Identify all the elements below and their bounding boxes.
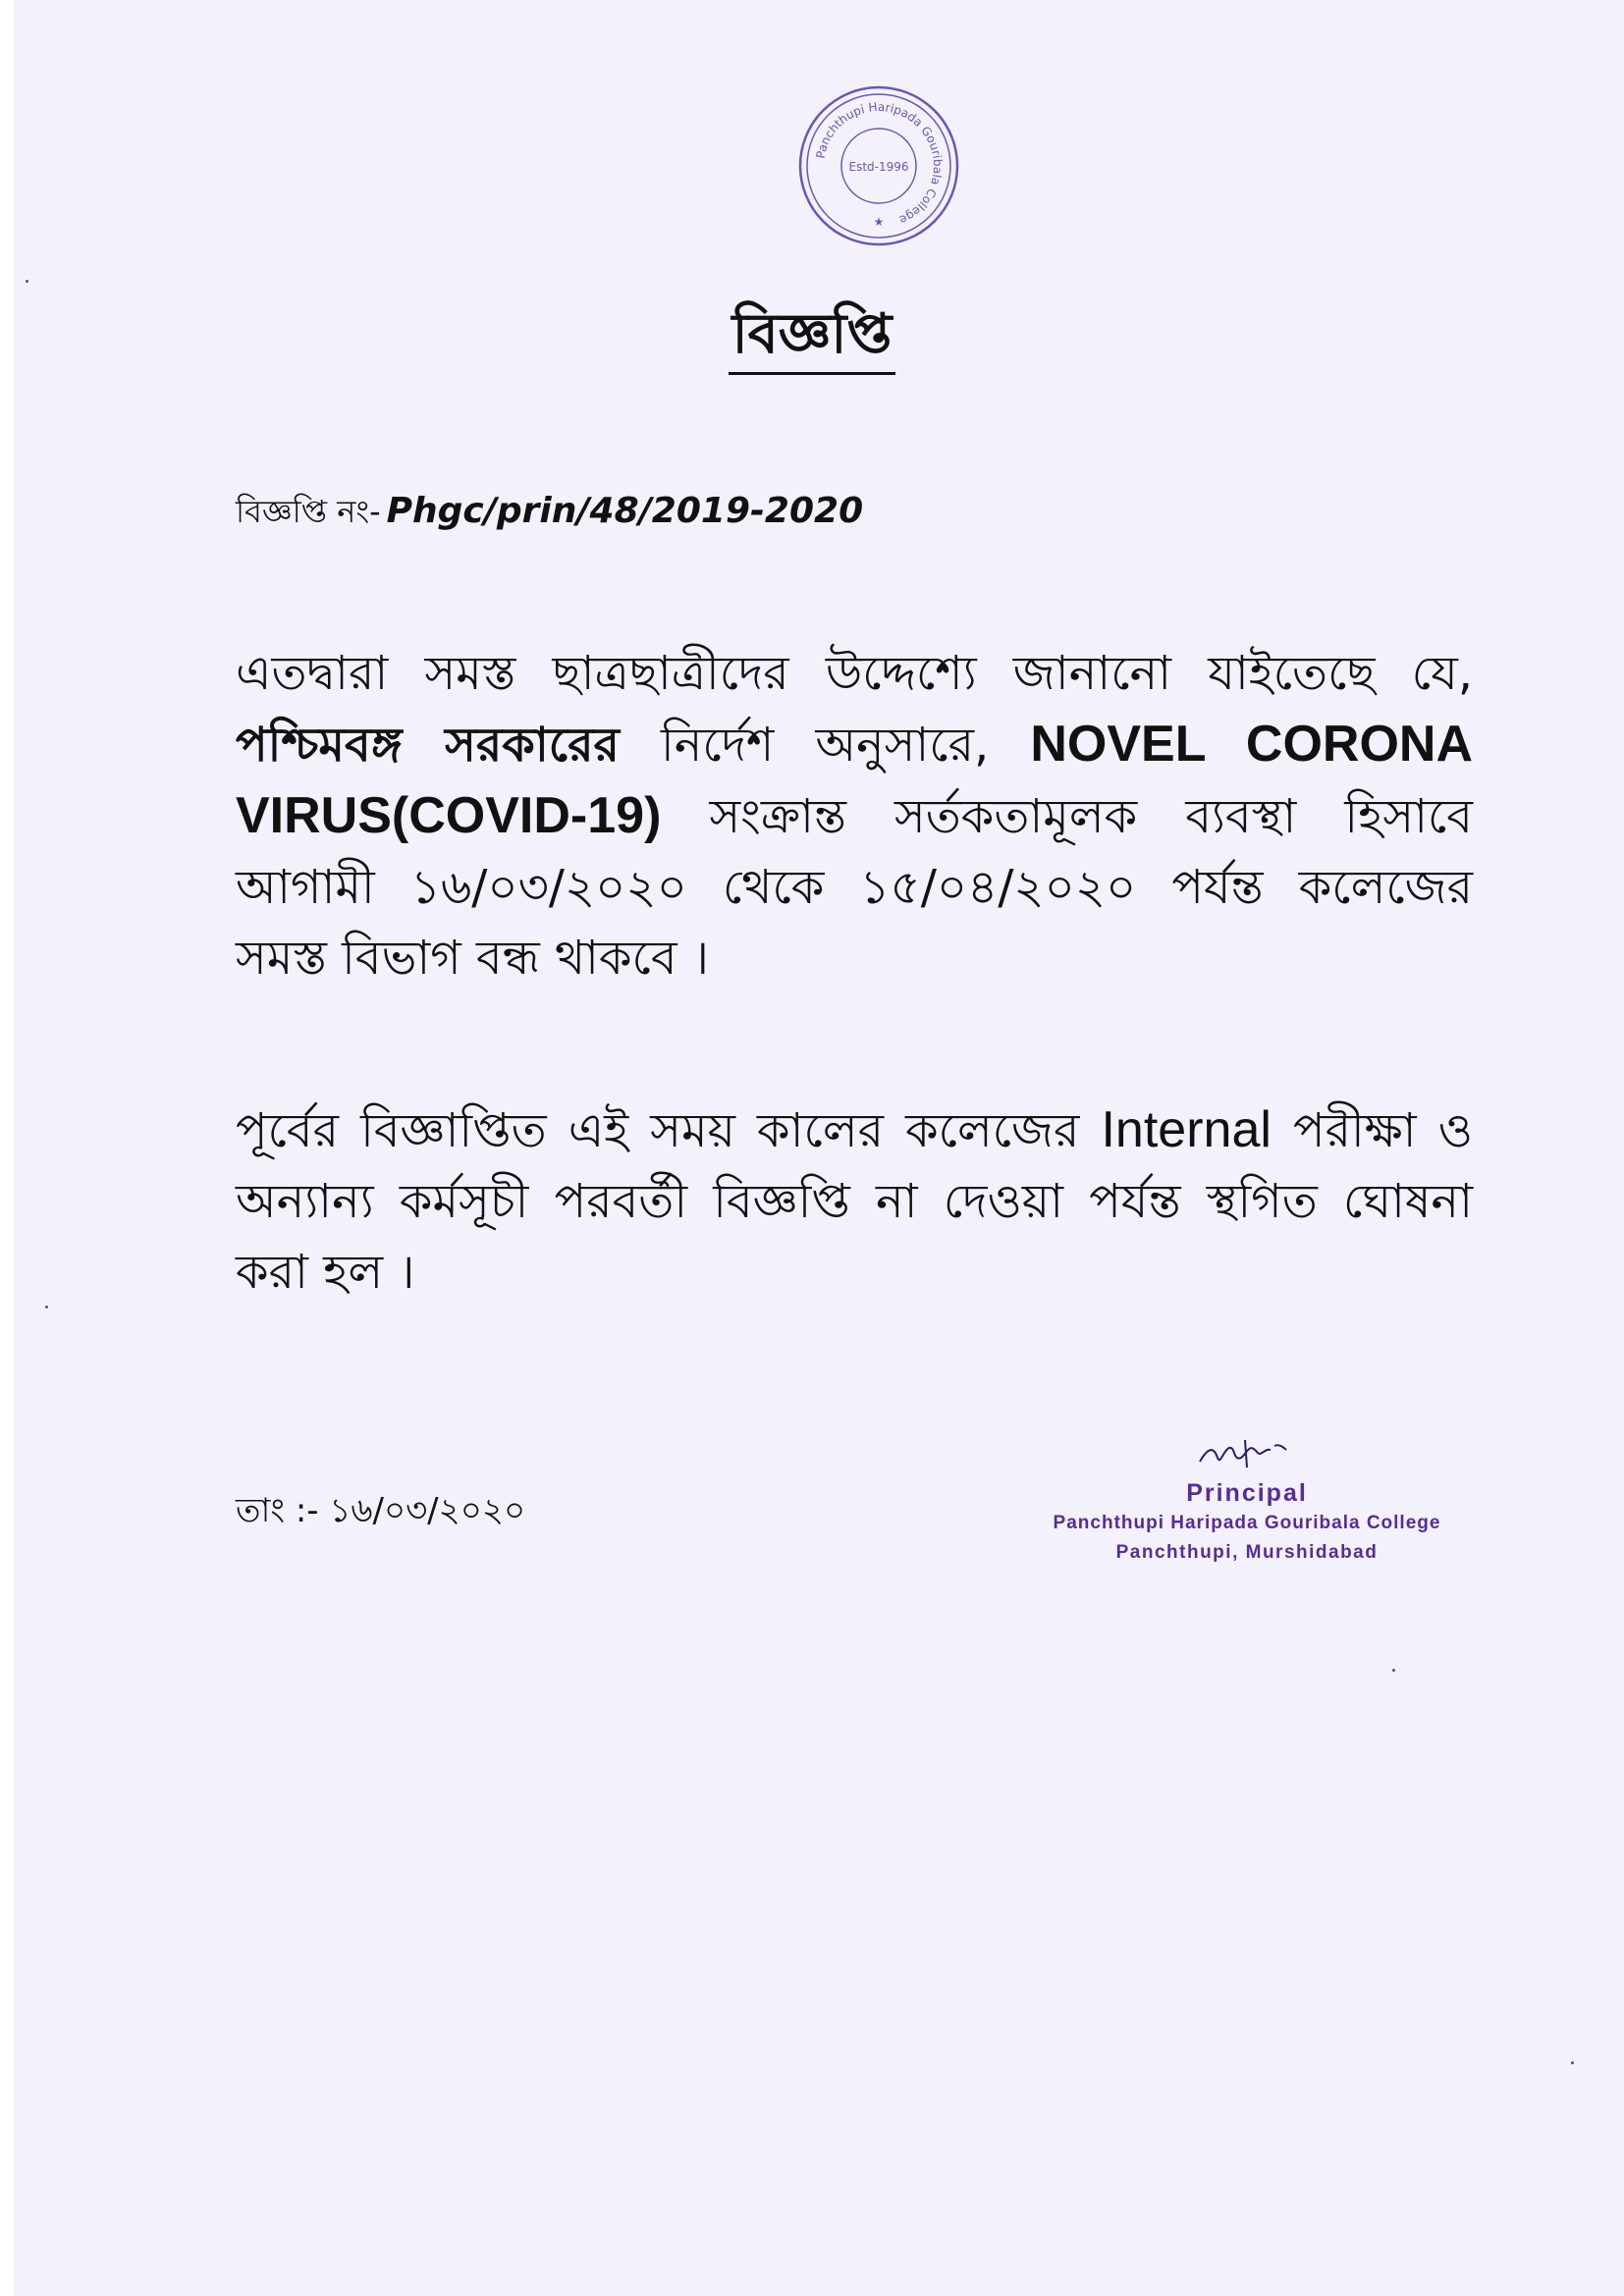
- principal-address: Panchthupi, Murshidabad: [1115, 1542, 1379, 1563]
- notice-paragraph-2: [236, 1095, 1473, 1308]
- scan-speck: [26, 280, 28, 283]
- college-seal: [795, 82, 962, 249]
- signature: [1011, 1428, 1483, 1477]
- para1-covid: NOVEL CORONA VIRUS(COVID-19): [236, 716, 1473, 844]
- notice-paragraph-1: [236, 638, 1473, 993]
- scan-speck: [45, 1306, 48, 1308]
- notice-title-wrap: [0, 299, 1624, 375]
- para2-text-1: পূর্বের বিজ্ঞাপ্তিত এই সময় কালের কলেজের: [236, 1103, 1102, 1158]
- principal-block: [1011, 1428, 1483, 1568]
- notice-number-label: বিজ্ঞপ্তি নং-: [236, 493, 381, 530]
- seal-center-text: Estd-1996: [848, 160, 909, 174]
- scan-speck: [1392, 1669, 1395, 1672]
- notice-title: বিজ্ঞপ্তি: [729, 299, 896, 375]
- notice-number-value: Phgc/prin/48/2019-2020: [386, 491, 864, 531]
- seal-ring-text: Panchthupi Haripada Gouribala College: [813, 99, 946, 228]
- para1-text-1: এতদ্বারা সমস্ত ছাত্রছাত্রীদের উদ্দেশ্যে জানানো যাইতেছে যে,: [236, 646, 1473, 701]
- notice-number: [236, 487, 863, 536]
- principal-college: Panchthupi Haripada Gouribala College: [1053, 1513, 1441, 1533]
- para1-text-5: সংক্রান্ত সর্তকতামূলক ব্যবস্থা হিসাবে আগামী ১৬/০৩/২০২০ থেকে ১৫/০৪/২০২০ পর্যন্ত কলেজের সমস্ত বিভাগ বন্ধ থাকবে ।: [236, 789, 1473, 986]
- para1-text-3: নির্দেশ অনুসারে,: [619, 718, 1031, 773]
- para2-text-3: পরীক্ষা ও অন্যান্য কর্মসূচী পরবর্তী বিজ্ঞপ্তি না দেওয়া পর্যন্ত স্থগিত ঘোষনা করা হল ।: [236, 1103, 1474, 1300]
- seal-graphic: [795, 82, 962, 249]
- para1-govt: পশ্চিমবঙ্গ সরকারের: [236, 718, 620, 773]
- principal-title: Principal: [1186, 1479, 1308, 1507]
- para2-internal: Internal: [1101, 1101, 1272, 1158]
- signature-graphic: [1188, 1428, 1306, 1477]
- scan-speck: [1571, 2061, 1574, 2064]
- notice-date: তাং :- ১৬/০৩/২০২০: [236, 1491, 526, 1530]
- seal-star-icon: ★: [873, 215, 885, 229]
